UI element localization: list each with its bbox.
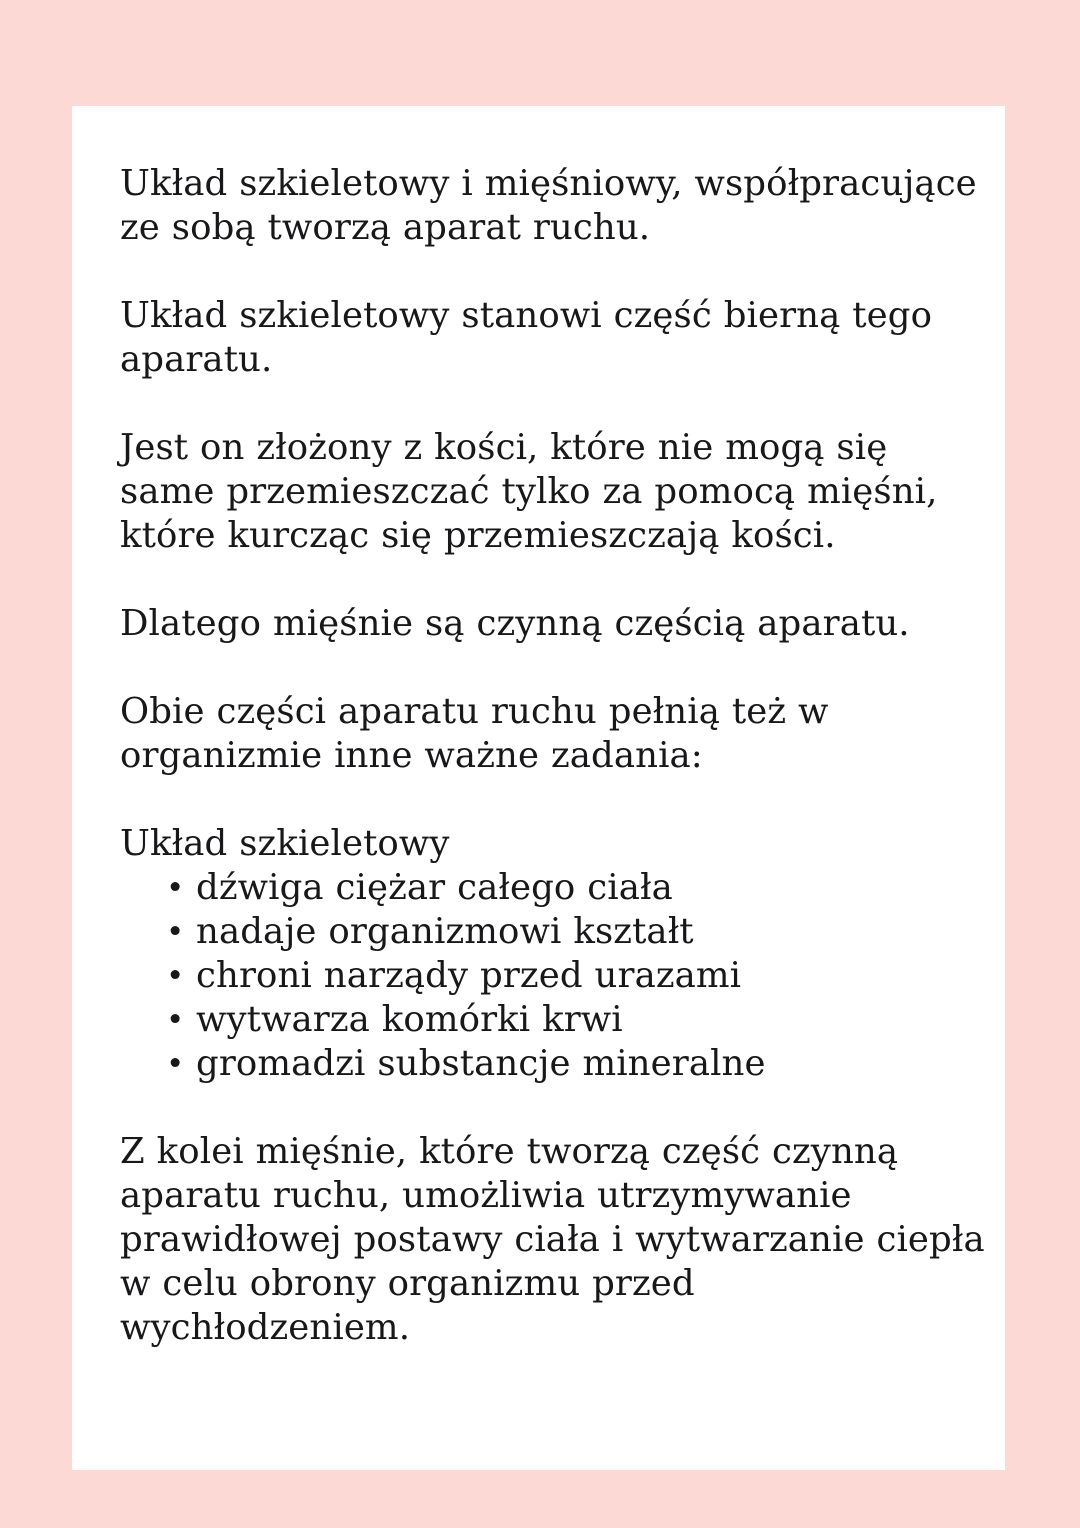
list-item — [120, 1042, 985, 1086]
list-item-label: wytwarza komórki krwi — [196, 999, 623, 1040]
note-text-body — [120, 162, 985, 1350]
list-item — [120, 998, 985, 1042]
paragraph-bones-muscles: Jest on złożony z kości, które nie mogą się same przemieszczać tylko za pomocą mięśni, które kurcząc się przemieszczają kości. — [120, 427, 938, 556]
list-item-label: dźwiga ciężar całego ciała — [196, 867, 673, 908]
paragraph-muscles-closing: Z kolei mięśnie, które tworzą część czynną aparatu ruchu, umożliwia utrzymywanie prawidłowej postawy ciała i wytwarzanie ciepła w celu obrony organizmu przed wychłodzeniem. — [120, 1131, 985, 1348]
note-card — [72, 106, 1005, 1470]
list-heading-skeletal-system: Układ szkieletowy — [120, 823, 450, 864]
bullet-icon: • — [166, 870, 185, 906]
list-item — [120, 954, 985, 998]
list-item — [120, 910, 985, 954]
bullet-icon: • — [166, 914, 185, 950]
bullet-icon: • — [166, 958, 185, 994]
list-item-label: nadaje organizmowi kształt — [196, 911, 694, 952]
skeletal-system-function-list — [120, 866, 985, 1086]
list-item-label: gromadzi substancje mineralne — [196, 1043, 766, 1084]
list-item-label: chroni narządy przed urazami — [196, 955, 742, 996]
paragraph-passive-part: Układ szkieletowy stanowi część bierną tego aparatu. — [120, 295, 933, 380]
list-item — [120, 866, 985, 910]
bullet-icon: • — [166, 1046, 185, 1082]
paragraph-active-part: Dlatego mięśnie są czynną częścią aparatu. — [120, 603, 910, 644]
paragraph-intro: Układ szkieletowy i mięśniowy, współpracujące ze sobą tworzą aparat ruchu. — [120, 163, 977, 248]
bullet-icon: • — [166, 1002, 185, 1038]
paragraph-other-tasks: Obie części aparatu ruchu pełnią też w organizmie inne ważne zadania: — [120, 691, 829, 776]
